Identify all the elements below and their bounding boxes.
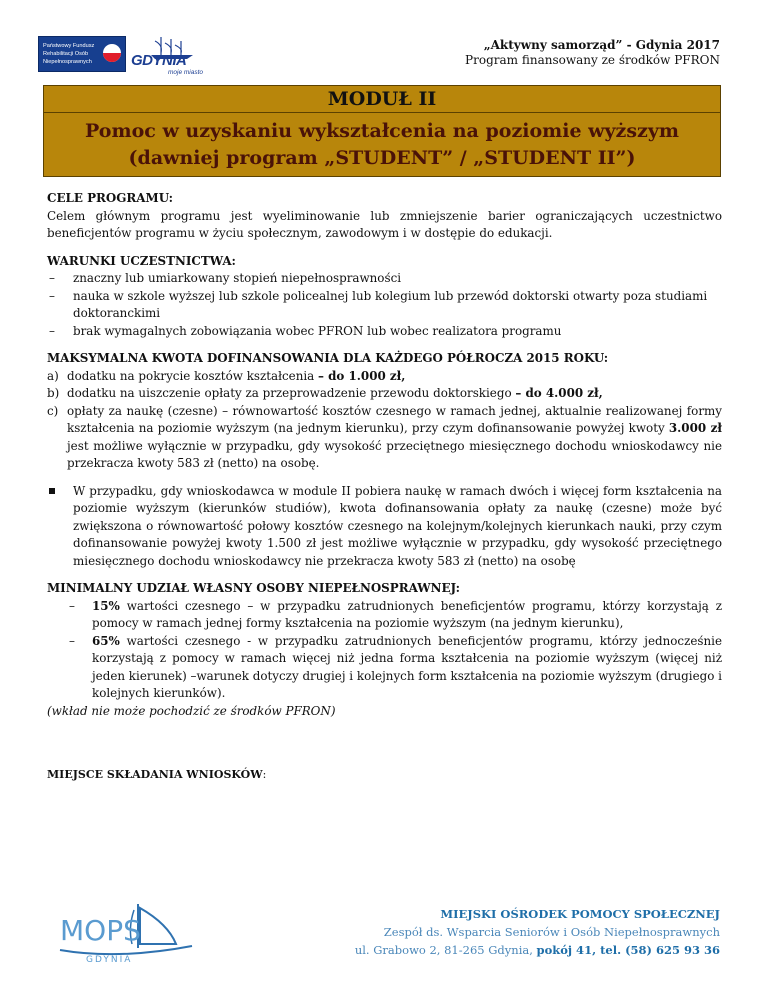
mops-logo-text: MOPS xyxy=(60,914,141,947)
module-title: MODUŁ II xyxy=(44,86,720,113)
list-item xyxy=(47,385,722,403)
list-item: – 65% wartości czesnego - w przypadku zatrudnionych beneficjentów programu, którzy jednocześnie korzystają z pomocy w ramach więcej niż jedna forma kształcenia na poziomie wyższym (więcej niż jeden kierunek) –warunek dotyczy drugiej i kolejnych form kształcenia na poziomie wyższym (drugiego i kolejnych kierunków). xyxy=(69,633,722,700)
pfron-logo-line: Państwowy Fundusz xyxy=(43,43,95,49)
program-funding: Program finansowany ze środków PFRON xyxy=(465,53,720,67)
program-title: „Aktywny samorząd” - Gdynia 2017 xyxy=(483,38,720,52)
kwota-note: W przypadku, gdy wnioskodawca w module II pobiera naukę w ramach dwóch i więcej form kształcenia na poziomie wyższym (kierunków studiów), kwota dofinansowania opłaty za naukę (czesne) może być zwiększona o równowartość połowy kosztów czesnego na kolejnym/kolejnych kierunkach nauki, przy czym dofinansowanie powyżej kwoty 1.500 zł jest możliwe wyłącznie w przypadku, gdy wysokość przeciętnego miesięcznego dochodu wnioskodawcy nie przekracza kwoty 583 zł (netto) na osobę xyxy=(73,483,722,568)
list-item: – znaczny lub umiarkowany stopień niepełnosprawności xyxy=(47,270,722,288)
section-title-miejsce xyxy=(47,766,722,784)
udzial-text: wartości czesnego – w przypadku zatrudnionych beneficjentów programu, którzy korzystają z pomocy w ramach jednej formy kształcenia na poziomie wyższym (na jednym kierunku), xyxy=(92,598,722,630)
gdynia-logo-motto: moje miasto xyxy=(168,69,204,76)
footer-team: Zespół ds. Wsparcia Seniorów i Osób Niepełnosprawnych xyxy=(383,925,720,939)
warunki-list xyxy=(47,270,722,340)
kwota-a-amount: – do 1.000 zł, xyxy=(318,368,406,383)
list-item: – 15% wartości czesnego – w przypadku zatrudnionych beneficjentów programu, którzy korzystają z pomocy w ramach jednej formy kształcenia na poziomie wyższym (na jednym kierunku), xyxy=(69,598,722,630)
list-item: – brak wymagalnych zobowiązania wobec PFRON lub wobec realizatora programu xyxy=(47,323,722,341)
udzial-percent: 15% xyxy=(92,598,120,613)
module-banner xyxy=(43,85,721,177)
miejsce-colon: : xyxy=(262,768,267,781)
miejsce-title: MIEJSCE SKŁADANIA WNIOSKÓW xyxy=(47,768,263,781)
udzial-text: wartości czesnego - w przypadku zatrudnionych beneficjentów programu, którzy jednocześnie korzystają z pomocy w ramach więcej niż jedna forma kształcenia na poziomie wyższym (więcej niż jeden kierunek) –warunek dotyczy drugiej i kolejnych form kształcenia na poziomie wyższym (drugiego i kolejnych kierunków). xyxy=(92,633,722,700)
module-subtitle-line: Pomoc w uzyskaniu wykształcenia na poziomie wyższym xyxy=(85,120,679,142)
footer-street: ul. Grabowo 2, 81-265 Gdynia, xyxy=(354,943,537,957)
list-item xyxy=(47,368,722,386)
udzial-note: (wkład nie może pochodzić ze środków PFRON) xyxy=(47,703,336,718)
mops-logo xyxy=(58,900,193,964)
page-footer xyxy=(355,905,720,959)
udzial-list xyxy=(47,598,722,703)
pfron-logo-line: Rehabilitacji Osób xyxy=(43,51,89,57)
section-title-kwota: MAKSYMALNA KWOTA DOFINANSOWANIA DLA KAŻDEGO PÓŁROCZA 2015 ROKU: xyxy=(47,351,609,365)
kwota-c-text: opłaty za naukę (czesne) – równowartość kosztów czesnego w ramach jednej, aktualnie realizowanej formy kształcenia na poziomie wyższym (na jednym kierunku), przy czym dofinansowanie powyżej kwoty xyxy=(67,403,722,435)
section-title-warunki: WARUNKI UCZESTNICTWA: xyxy=(47,253,236,268)
mops-logo-sub: GDYNIA xyxy=(86,955,133,964)
section-title-udzial: MINIMALNY UDZIAŁ WŁASNY OSOBY NIEPEŁNOSPRAWNEJ: xyxy=(47,581,461,595)
module-subtitle xyxy=(44,113,720,172)
kwota-a-text: dodatku na pokrycie kosztów kształcenia xyxy=(67,368,319,383)
footer-address xyxy=(355,941,720,959)
list-marker: a) xyxy=(47,368,59,383)
cele-text: Celem głównym programu jest wyeliminowanie lub zmniejszenie barier ograniczających uczestnictwo beneficjentów programu w życiu społecznym, zawodowym i w dostępie do edukacji. xyxy=(47,208,722,240)
kwota-c-text-2: jest możliwe wyłącznie w przypadku, gdy wysokość przeciętnego miesięcznego dochodu wnioskodawcy nie przekracza kwoty 583 zł (netto) na osobę. xyxy=(67,438,722,470)
list-marker: c) xyxy=(47,403,59,418)
list-marker: b) xyxy=(47,386,60,400)
gdynia-logo-text: GDYNIA xyxy=(131,52,187,69)
footer-org: MIEJSKI OŚRODEK POMOCY SPOŁECZNEJ xyxy=(440,907,720,921)
pfron-logo-line: Niepełnosprawnych xyxy=(43,59,92,65)
list-item: – nauka w szkole wyższej lub szkole policealnej lub kolegium lub przewód doktorski otwarty poza studiami doktoranckimi xyxy=(47,288,722,323)
kwota-b-amount: – do 4.000 zł, xyxy=(515,386,603,400)
document-body xyxy=(47,190,722,784)
list-item xyxy=(47,483,722,571)
module-subtitle-line: (dawniej program „STUDENT” / „STUDENT II”) xyxy=(128,147,636,169)
pfron-emblem-icon xyxy=(103,44,121,62)
section-title-cele: CELE PROGRAMU: xyxy=(47,191,174,205)
kwota-list xyxy=(47,368,722,473)
kwota-note-list xyxy=(47,483,722,571)
pfron-logo xyxy=(38,36,126,72)
udzial-percent: 65% xyxy=(92,633,120,648)
kwota-c-amount: 3.000 zł xyxy=(668,421,722,435)
kwota-b-text: dodatku na uiszczenie opłaty za przeprowadzenie przewodu doktorskiego xyxy=(67,386,516,400)
footer-contact: pokój 41, tel. (58) 625 93 36 xyxy=(536,943,720,957)
header-text xyxy=(465,38,720,68)
page-header xyxy=(0,0,768,80)
square-bullet-icon xyxy=(49,488,55,494)
list-item xyxy=(47,403,722,473)
